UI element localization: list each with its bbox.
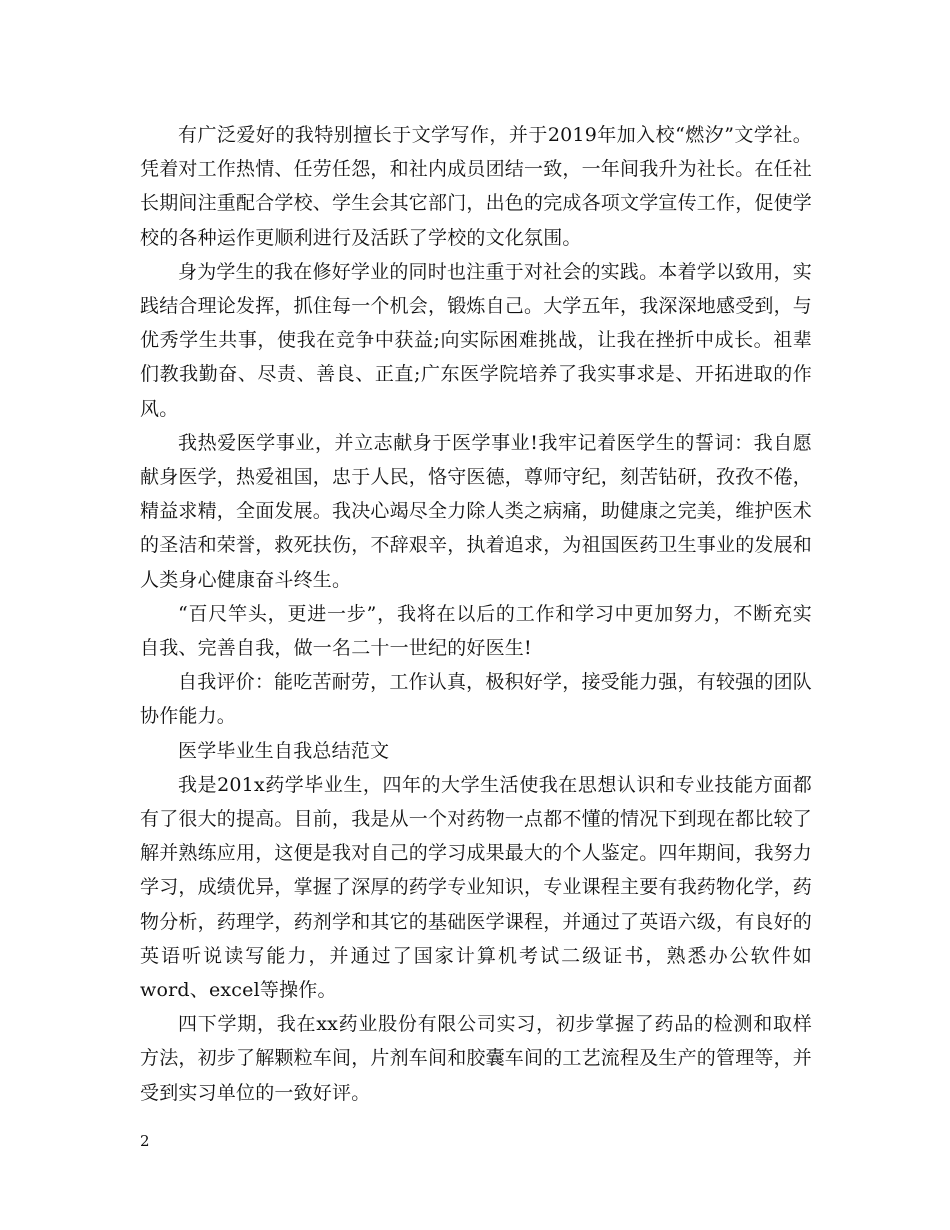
paragraph-literary-club: 有广泛爱好的我特别擅长于文学写作，并于2019年加入校“燃汐”文学社。凭着对工作热情、任劳任怨，和社内成员团结一致，一年间我升为社长。在任社长期间注重配合学校、学生会其它部门，出色的完成各项文学宣传工作，促使学校的各种运作更顺利进行及活跃了学校的文化氛围。 xyxy=(140,124,813,249)
section-heading: 医学毕业生自我总结范文 xyxy=(178,739,390,762)
paragraph-medical-oath: 我热爱医学事业，并立志献身于医学事业!我牢记着医学生的誓词：我自愿献身医学，热爱祖国，忠于人民，恪守医德，尊师守纪，刻苦钻研，孜孜不倦，精益求精，全面发展。我决心竭尽全力除人类之病痛，助健康之完美，维护医术的圣洁和荣誉，救死扶伤，不辞艰辛，执着追求，为祖国医药卫生事业的发展和人类身心健康奋斗终生。 xyxy=(140,431,813,591)
paragraph-social-practice: 身为学生的我在修好学业的同时也注重于对社会的实践。本着学以致用，实践结合理论发挥，抓住每一个机会，锻炼自己。大学五年，我深深地感受到，与优秀学生共事，使我在竞争中获益;向实际困难挑战，让我在挫折中成长。祖辈们教我勤奋、尽责、善良、正直;广东医学院培养了我实事求是、开拓进取的作风。 xyxy=(140,260,813,420)
document-body xyxy=(140,118,812,1110)
paragraph-internship: 四下学期，我在xx药业股份有限公司实习，初步掌握了药品的检测和取样方法，初步了解颗粒车间，片剂车间和胶囊车间的工艺流程及生产的管理等，并受到实习单位的一致好评。 xyxy=(140,1013,813,1104)
page-number: 2 xyxy=(140,1132,150,1150)
paragraph-self-evaluation: 自我评价：能吃苦耐劳，工作认真，极积好学，接受能力强，有较强的团队协作能力。 xyxy=(140,671,812,728)
paragraph-pharmacy-graduate: 我是201x药学毕业生，四年的大学生活使我在思想认识和专业技能方面都有了很大的提高。目前，我是从一个对药物一点都不懂的情况下到现在都比较了解并熟练应用，这便是我对自己的学习成果最大的个人鉴定。四年期间，我努力学习，成绩优异，掌握了深厚的药学专业知识，专业课程主要有我药物化学，药物分析，药理学，药剂学和其它的基础医学课程，并通过了英语六级，有良好的英语听说读写能力，并通过了国家计算机考试二级证书，熟悉办公软件如word、excel等操作。 xyxy=(140,773,813,1002)
paragraph-further-effort: “百尺竿头，更进一步”，我将在以后的工作和学习中更加努力，不断充实自我、完善自我，做一名二十一世纪的好医生! xyxy=(140,602,812,660)
